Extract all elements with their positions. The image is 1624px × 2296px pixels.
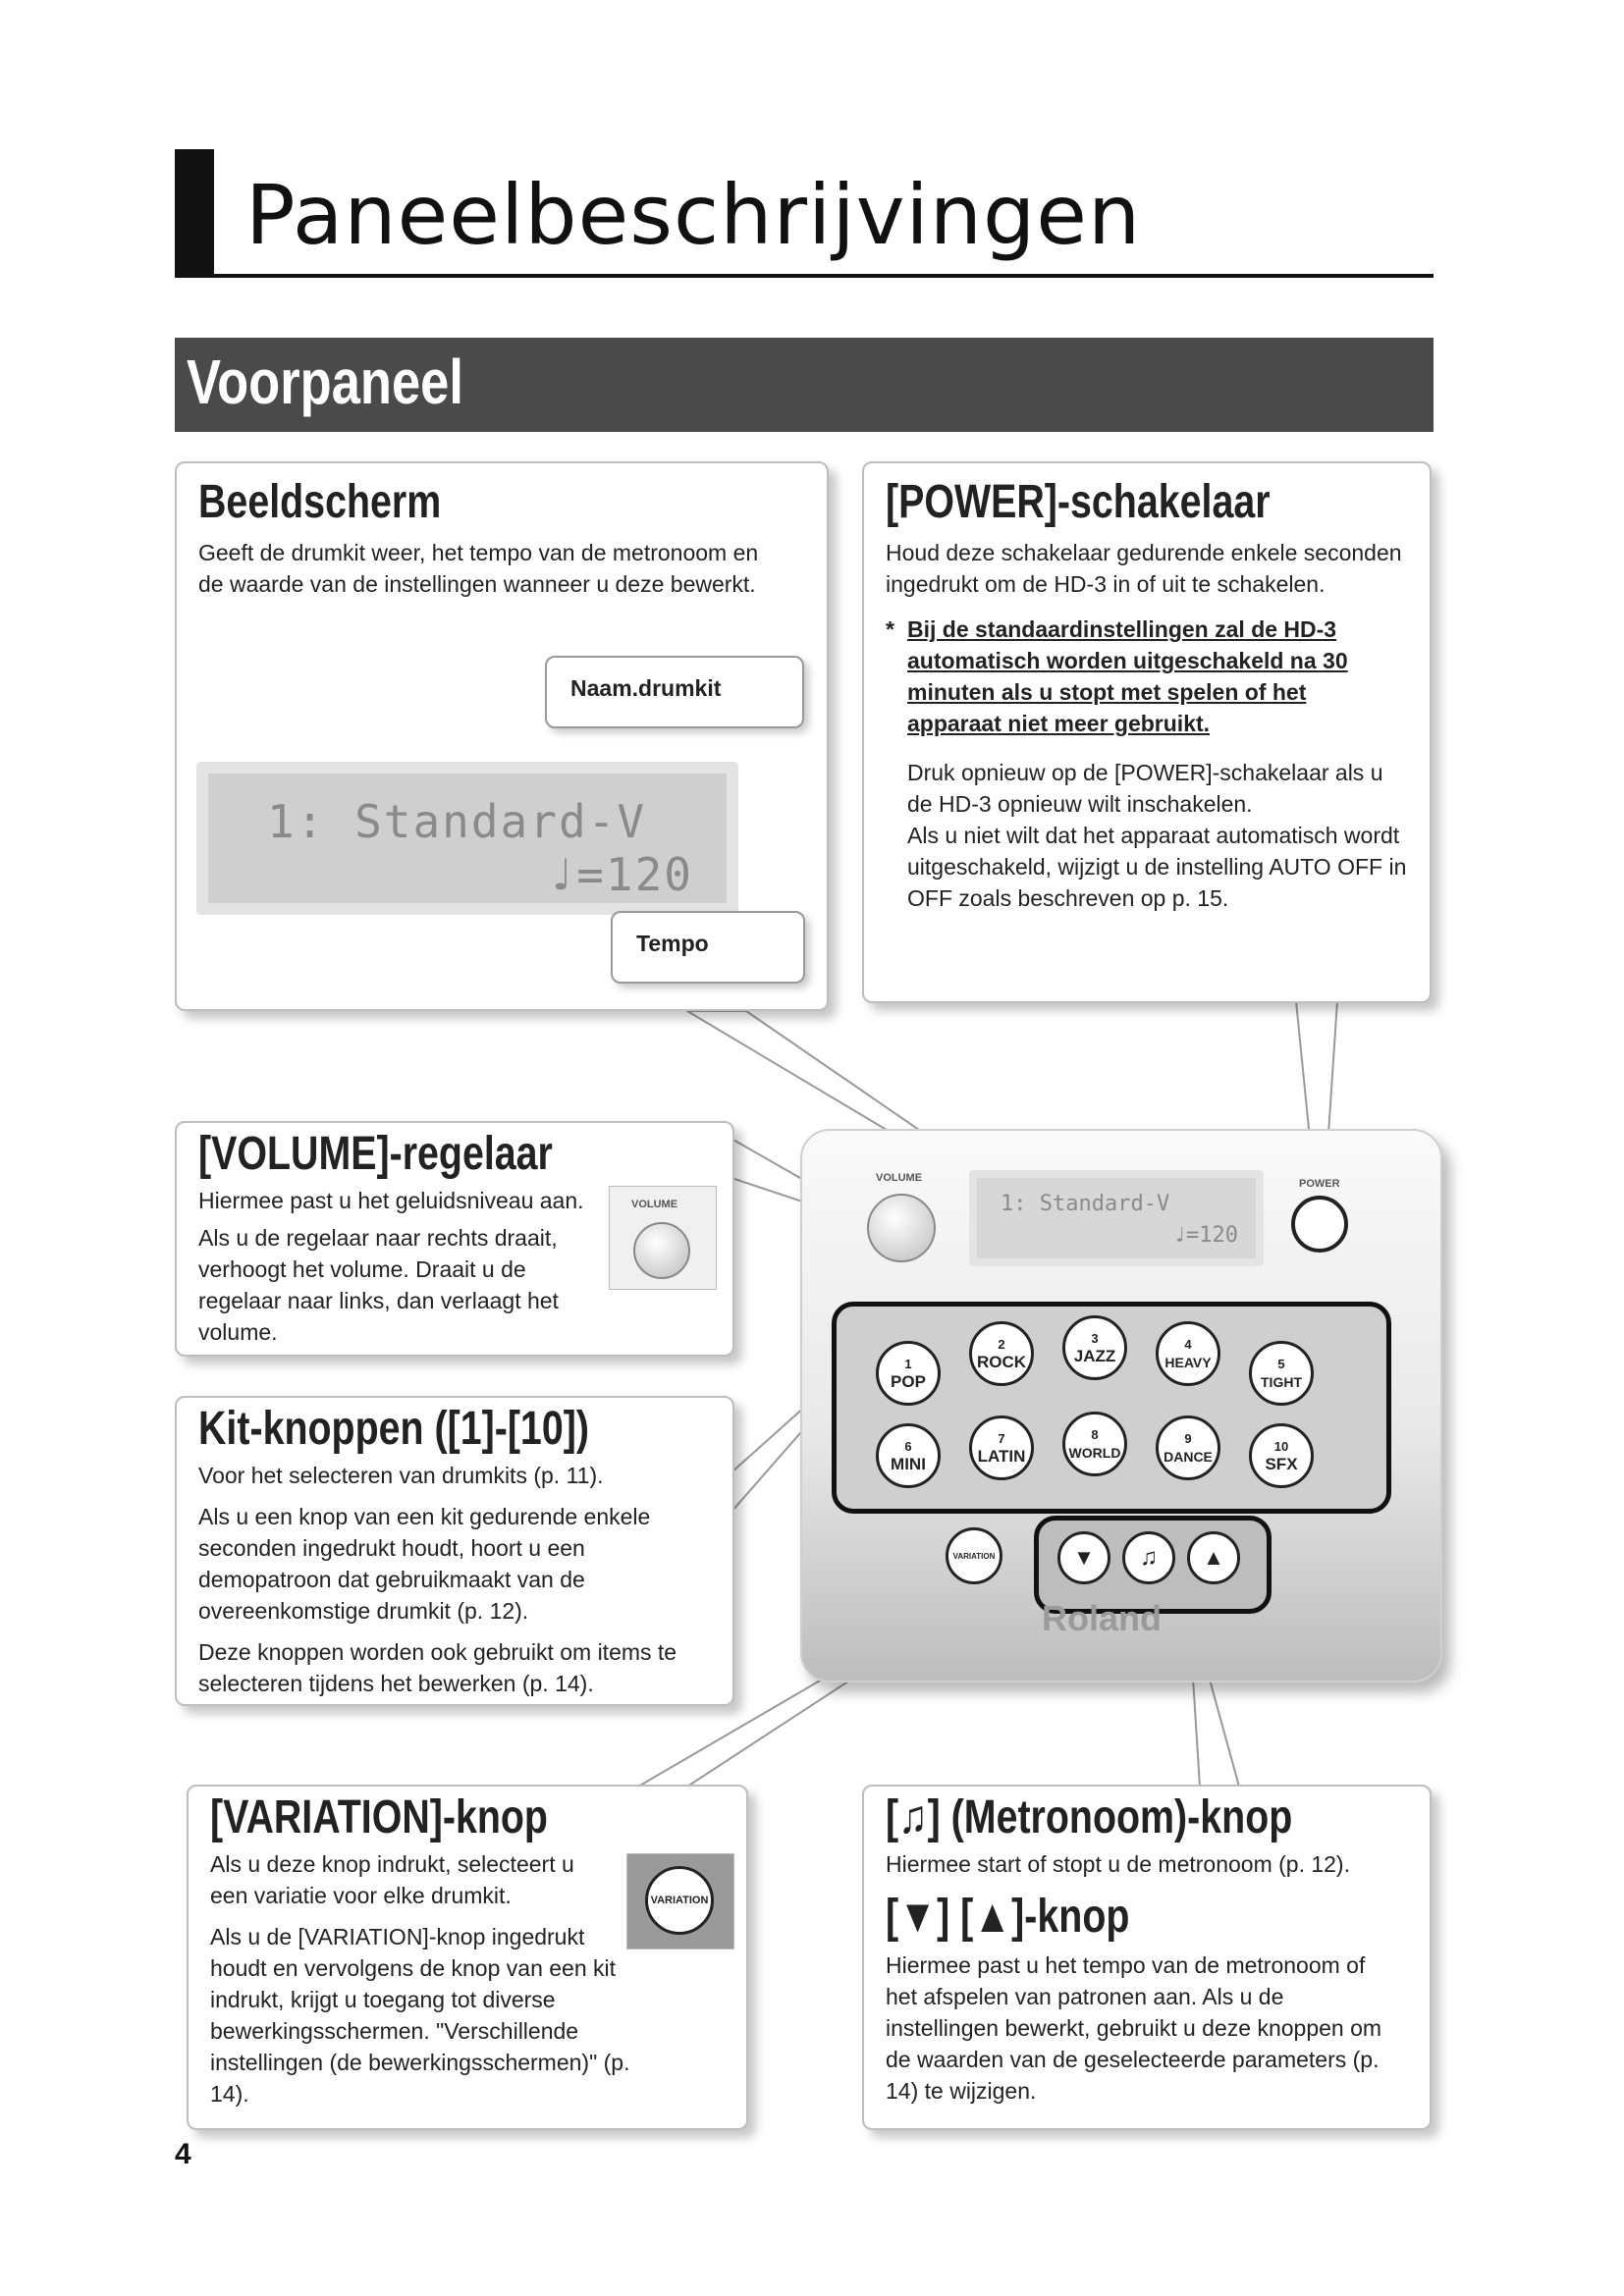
kit-text-3: Deze knoppen worden ook gebruikt om items te selecteren tijdens het bewerken (p. 14). bbox=[198, 1639, 677, 1696]
power-text-2: Druk opnieuw op de [POWER]-schakelaar als u de HD-3 opnieuw wilt inschakelen. bbox=[907, 760, 1383, 817]
page-number: 4 bbox=[175, 2138, 191, 2170]
kit-pad-9[interactable]: 9 DANCE bbox=[1156, 1415, 1220, 1480]
device-volume-label: VOLUME bbox=[876, 1172, 923, 1184]
variation-thumb-button: VARIATION bbox=[645, 1866, 714, 1935]
device-illustration bbox=[800, 1129, 1442, 1682]
power-box bbox=[862, 461, 1432, 1003]
kit-heading: Kit-knoppen ([1]-[10]) bbox=[198, 1403, 589, 1455]
kit-name-callout-label: Naam.drumkit bbox=[570, 675, 722, 701]
power-heading: [POWER]-schakelaar bbox=[886, 476, 1271, 528]
kit-pad-3[interactable]: 3 JAZZ bbox=[1062, 1315, 1127, 1380]
kit-pad-2[interactable]: 2 ROCK bbox=[969, 1321, 1034, 1386]
kit-pad-8[interactable]: 8 WORLD bbox=[1062, 1412, 1127, 1476]
kit-name-callout bbox=[545, 656, 804, 728]
device-power-label: POWER bbox=[1299, 1178, 1340, 1190]
metronome-button[interactable]: ♫ bbox=[1122, 1531, 1175, 1584]
section-title: Voorpaneel bbox=[187, 347, 463, 417]
kit-text-1: Voor het selecteren van drumkits (p. 11). bbox=[198, 1463, 604, 1488]
tempo-up-button[interactable]: ▲ bbox=[1187, 1531, 1240, 1584]
power-note-mark: * bbox=[886, 616, 894, 642]
kit-pad-10[interactable]: 10 SFX bbox=[1249, 1423, 1314, 1488]
updown-heading: [▼] [▲]-knop bbox=[886, 1891, 1130, 1943]
volume-thumb-label: VOLUME bbox=[631, 1199, 678, 1210]
kit-text-2: Als u een knop van een kit gedurende enkele seconden ingedrukt houdt, hoort u een demopatroon dat gebruikmaakt van de overeenkomstige drumkit (p. 12). bbox=[198, 1504, 651, 1624]
device-lcd bbox=[969, 1170, 1264, 1266]
metronome-heading: [♫] (Metronoom)-knop bbox=[886, 1791, 1293, 1843]
variation-heading: [VARIATION]-knop bbox=[210, 1791, 548, 1843]
display-lcd bbox=[196, 762, 738, 915]
kit-pad-4[interactable]: 4 HEAVY bbox=[1156, 1321, 1220, 1386]
display-heading: Beeldscherm bbox=[198, 476, 442, 528]
volume-text-1: Hiermee past u het geluidsniveau aan. bbox=[198, 1188, 584, 1213]
page-title: Paneelbeschrijvingen bbox=[245, 167, 1142, 263]
variation-thumbnail bbox=[626, 1853, 734, 1949]
power-text-3: Als u niet wilt dat het apparaat automatisch wordt uitgeschakeld, wijzigt u de instelling AUTO OFF in OFF zoals beschreven op p. 15. bbox=[907, 823, 1407, 911]
device-lcd-line-1: 1: Standard-V bbox=[1001, 1192, 1170, 1216]
updown-text: Hiermee past u het tempo van de metronoom of het afspelen van patronen aan. Als u de instellingen bewerkt, gebruikt u deze knoppen om de waarden van de geselecteerde parameters (p. 14) te wijzigen. bbox=[886, 1952, 1382, 2104]
power-text-1: Houd deze schakelaar gedurende enkele seconden ingedrukt om de HD-3 in of uit te schakelen. bbox=[886, 540, 1402, 597]
kit-pad-6[interactable]: 6 MINI bbox=[876, 1423, 941, 1488]
kit-pad-5[interactable]: 5 TIGHT bbox=[1249, 1341, 1314, 1406]
metronome-box bbox=[862, 1785, 1432, 2130]
volume-thumb-knob-icon bbox=[633, 1222, 690, 1279]
lcd-line-1: 1: Standard-V bbox=[267, 795, 647, 848]
device-power-button[interactable] bbox=[1291, 1196, 1348, 1253]
tempo-callout-label: Tempo bbox=[636, 931, 709, 956]
kit-pad-1[interactable]: 1 POP bbox=[876, 1341, 941, 1406]
kit-box bbox=[175, 1396, 734, 1706]
volume-heading: [VOLUME]-regelaar bbox=[198, 1128, 553, 1180]
display-text: Geeft de drumkit weer, het tempo van de metronoom en de waarde van de instellingen wanneer u deze bewerkt. bbox=[198, 540, 759, 597]
metronome-text-1: Hiermee start of stopt u de metronoom (p. 12). bbox=[886, 1851, 1350, 1877]
tempo-down-button[interactable]: ▼ bbox=[1057, 1531, 1110, 1584]
variation-text-1: Als u deze knop indrukt, selecteert u een variatie voor elke drumkit. bbox=[210, 1851, 574, 1908]
variation-box bbox=[187, 1785, 748, 2130]
lcd-line-2: ♩=120 bbox=[547, 848, 693, 901]
kit-pad-7[interactable]: 7 LATIN bbox=[969, 1415, 1034, 1480]
tempo-callout bbox=[611, 911, 805, 984]
power-note: Bij de standaardinstellingen zal de HD-3 automatisch worden uitgeschakeld na 30 minuten als u stopt met spelen of het apparaat niet meer gebruikt. bbox=[907, 616, 1348, 736]
device-variation-button[interactable]: VARIATION bbox=[946, 1527, 1002, 1584]
brand-logo: Roland bbox=[1042, 1598, 1162, 1638]
device-volume-knob[interactable] bbox=[867, 1194, 936, 1262]
volume-thumbnail bbox=[609, 1186, 717, 1290]
volume-box bbox=[175, 1121, 734, 1357]
device-lcd-line-2: ♩=120 bbox=[1172, 1223, 1238, 1248]
variation-text-2: Als u de [VARIATION]-knop ingedrukt houdt en vervolgens de knop van een kit indrukt, krijgt u toegang tot diverse bewerkingsschermen. "Verschillende instellingen (de bewerkingsschermen)" (p. 14). bbox=[210, 1924, 630, 2107]
volume-text-2: Als u de regelaar naar rechts draait, verhoogt het volume. Draait u de regelaar naar links, dan verlaagt het volume. bbox=[198, 1225, 559, 1345]
